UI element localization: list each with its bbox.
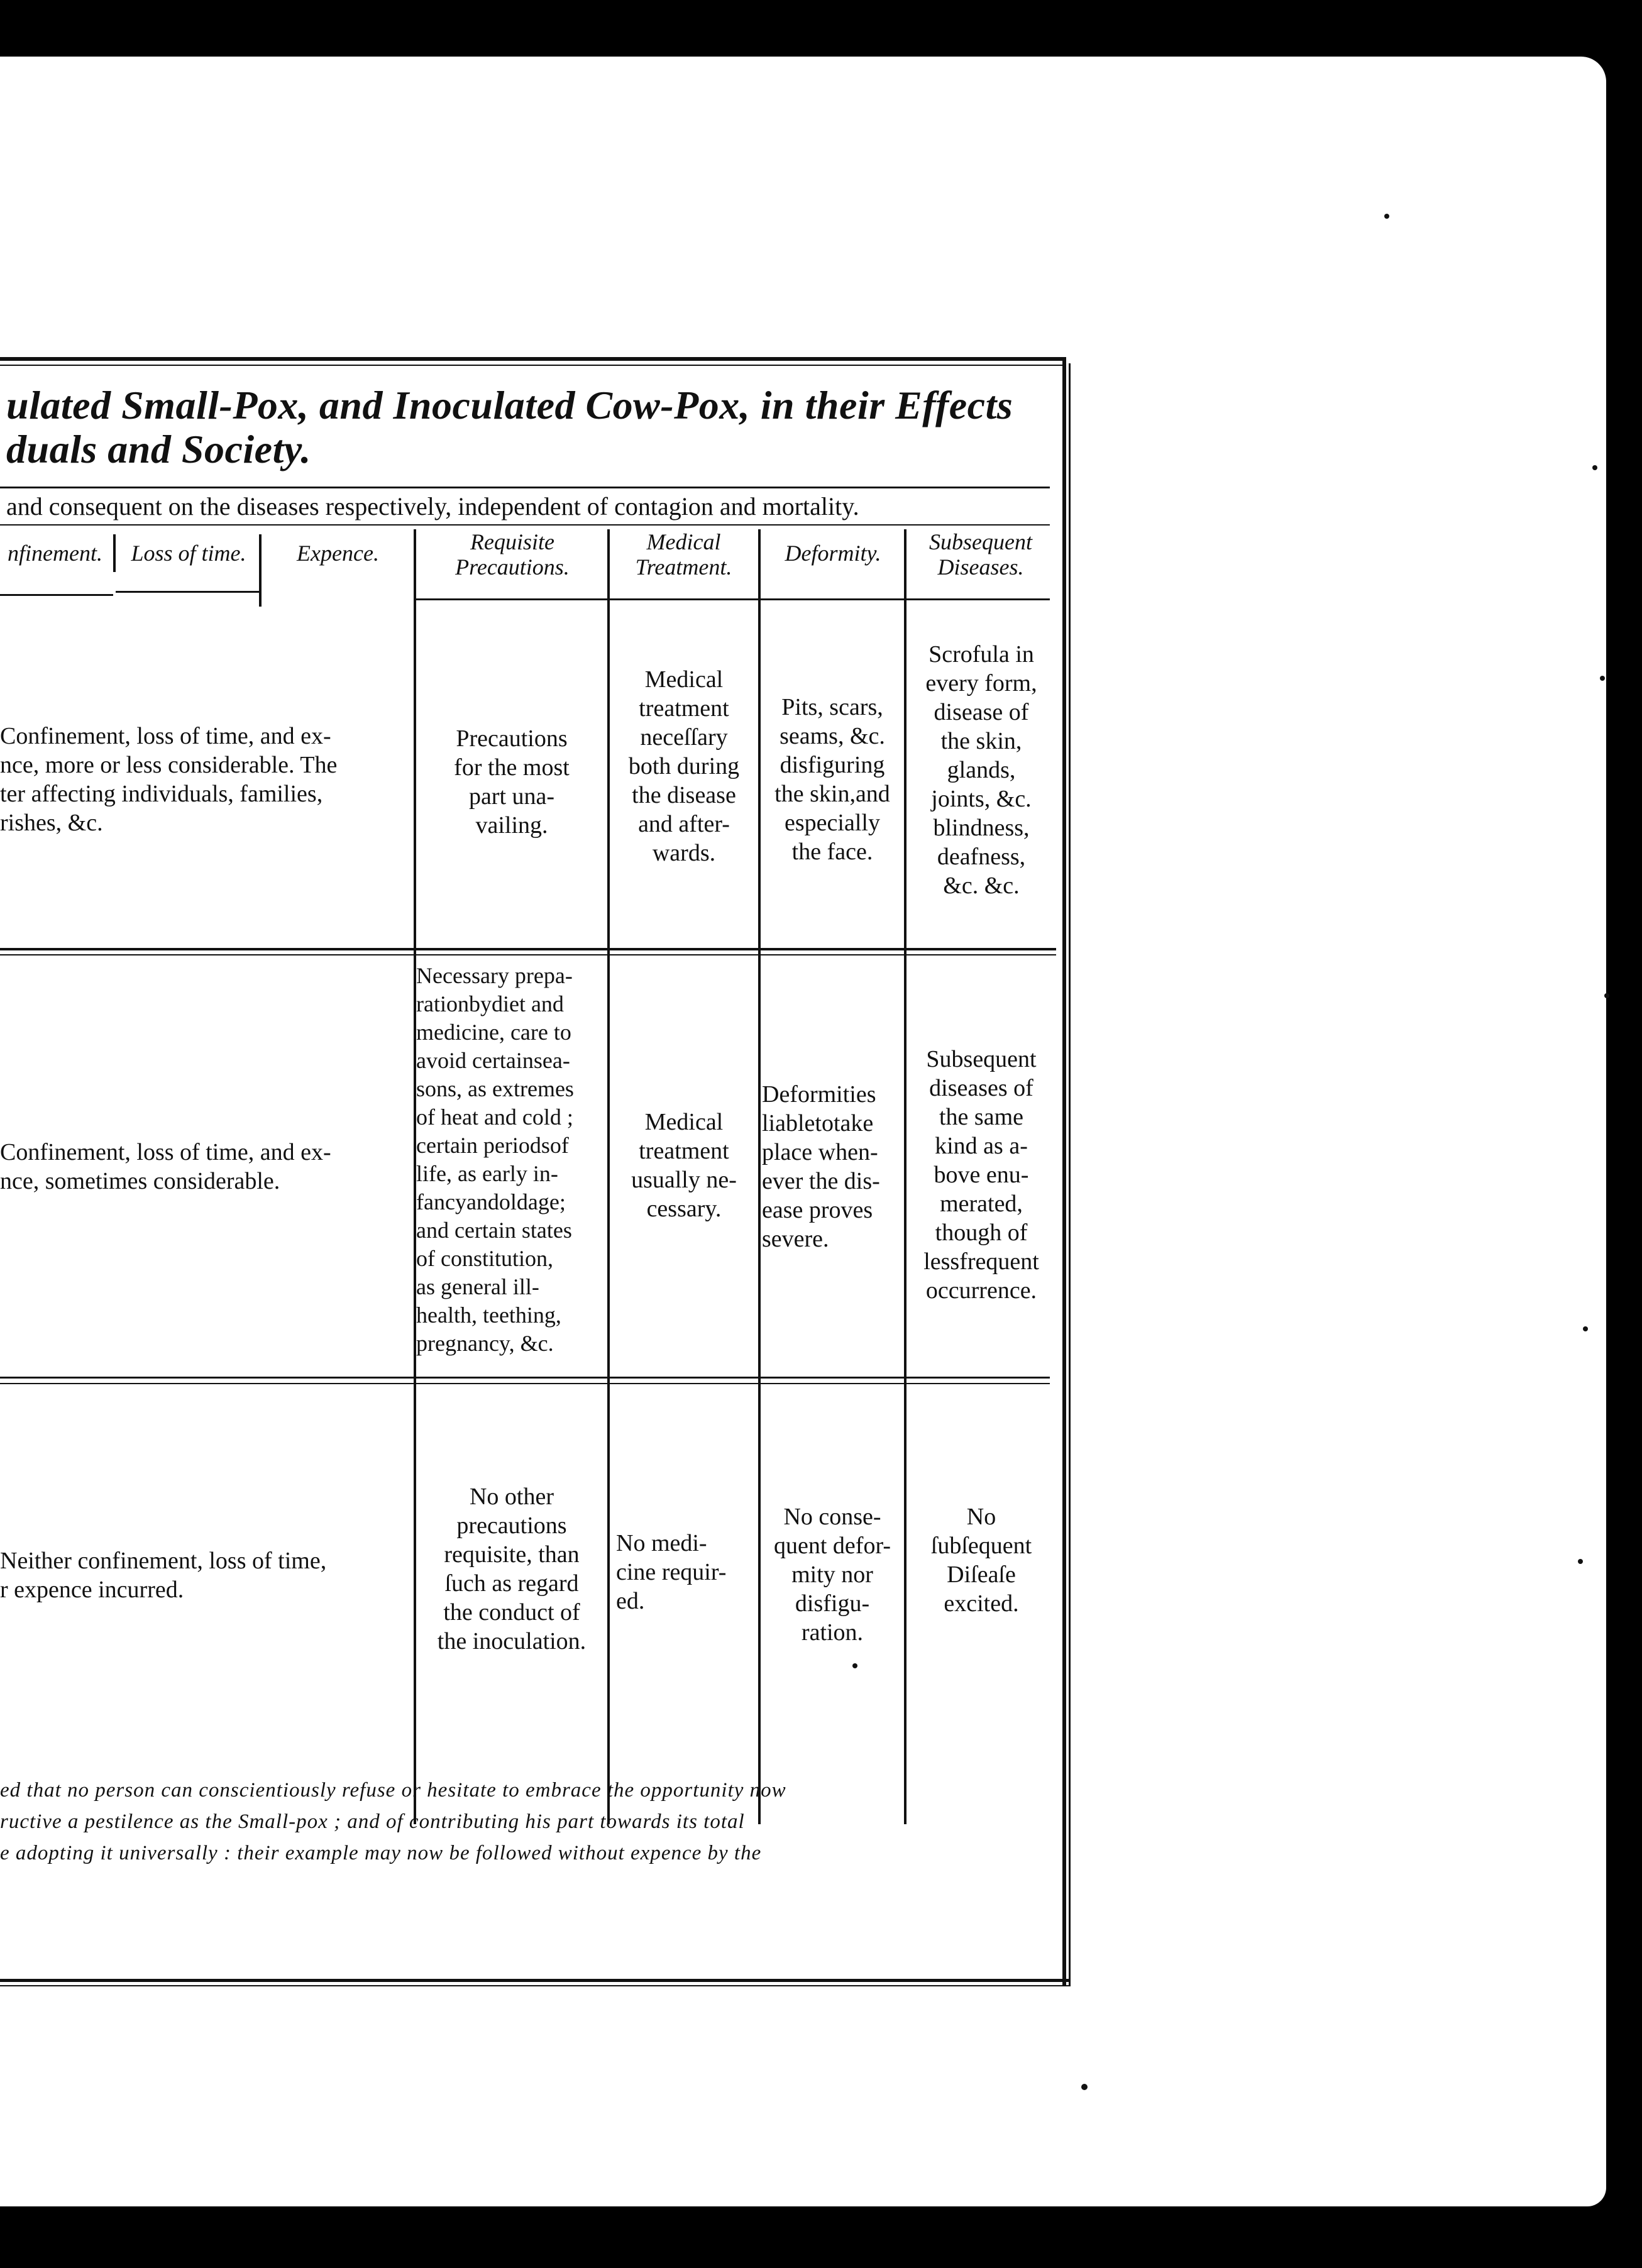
- col-rule-diseases-left: [904, 529, 906, 1824]
- row2-treatment: Medical treatment usually ne- cessary.: [631, 1109, 737, 1222]
- header-rule: [0, 594, 113, 596]
- header-rule-3: [415, 598, 1050, 600]
- row1-precautions: Precautions for the most part una- vailing.: [454, 725, 570, 839]
- row3-precautions: No other precautions requisite, than ſuch as regard the conduct of the inoculation.: [437, 1484, 587, 1654]
- row1-treatment: Medical treatment neceſſary both during the disease and after- wards.: [628, 666, 740, 866]
- header-diseases: Subsequent Diseases.: [929, 529, 1032, 580]
- row1-diseases: Scrofula in every form, disease of the skin, glands, joints, &c. blindness, deafness, &c. &c.: [925, 641, 1037, 899]
- scan-speck: [1600, 676, 1605, 681]
- header-deformity: Deformity.: [785, 541, 881, 566]
- table-border-bottom: [0, 1979, 1069, 1982]
- header-loss-of-time: Loss of time.: [131, 541, 246, 566]
- subtitle-rule-top: [0, 487, 1050, 488]
- header-precautions: Requisite Precautions.: [455, 529, 570, 580]
- scan-speck: [1384, 214, 1389, 219]
- scan-speck: [1604, 993, 1609, 998]
- col-rule-treatment-left: [607, 529, 610, 1824]
- scan-speck: [1578, 1559, 1583, 1564]
- table-border-right-outer: [1069, 363, 1071, 1986]
- table-border-right: [1062, 357, 1066, 1986]
- row1-confinement: Confinement, loss of time, and ex- nce, more or less considerable. The ter affecting individuals, families, rishes, &c.: [0, 723, 338, 836]
- footer-line-2: ructive a pestilence as the Small-pox ; and of contributing his part towards its total: [0, 1810, 745, 1833]
- row3-confinement: Neither confinement, loss of time, r expence incurred.: [0, 1548, 327, 1603]
- footer-line-3: e adopting it universally : their example may now be followed without expence by the: [0, 1842, 762, 1864]
- scan-speck: [1081, 2084, 1088, 2090]
- scan-speck: [1592, 465, 1597, 470]
- header-treatment: Medical Treatment.: [635, 529, 732, 580]
- row2-confinement: Confinement, loss of time, and ex- nce, sometimes considerable.: [0, 1139, 331, 1194]
- col-rule-deformity-left: [758, 529, 761, 1824]
- row2-deformity: Deformities liabletotake place when- ever the dis- ease proves severe.: [762, 1081, 880, 1252]
- row-separator-2b: [0, 1383, 1050, 1384]
- header-confinement: nfinement.: [8, 541, 102, 566]
- table-title-line2: duals and Society.: [6, 427, 311, 471]
- table-subtitle: and consequent on the diseases respectively, independent of contagion and mortality.: [6, 492, 859, 520]
- subtitle-rule-bottom: [0, 524, 1050, 526]
- table-border-top-inner: [0, 365, 1062, 366]
- row3-diseases: No ſubſequent Diſeaſe excited.: [930, 1504, 1032, 1617]
- row-separator-1: [0, 948, 1056, 950]
- row2-diseases: Subsequent diseases of the same kind as a- bove enu- merated, though of lessfrequent occurrence.: [923, 1046, 1039, 1304]
- row3-treatment: No medi- cine requir- ed.: [616, 1530, 727, 1614]
- table-border-top: [0, 357, 1062, 361]
- row1-deformity: Pits, scars, seams, &c. disfiguring the skin,and especially the face.: [774, 694, 890, 865]
- row-separator-1b: [0, 954, 1056, 955]
- scanned-page: [0, 57, 1606, 2206]
- header-rule-2: [116, 591, 259, 593]
- row2-precautions: Necessary prepa- rationbydiet and medicine, care to avoid certainsea- sons, as extremes of heat and cold ; certain periodsof life, as early in- fancyandoldage; and certain states of constitution, as general ill- health, teething, pregnancy, &c.: [416, 963, 574, 1356]
- scan-speck: [1583, 1326, 1588, 1331]
- scan-speck: [852, 1663, 857, 1668]
- header-divider-1: [113, 534, 116, 572]
- row3-deformity: No conse- quent defor- mity nor disfigu- ration.: [774, 1504, 891, 1646]
- table-title-line1: ulated Small-Pox, and Inoculated Cow-Pox, in their Effects: [6, 383, 1013, 427]
- footer-line-1: ed that no person can conscientiously refuse or hesitate to embrace the opportunity now: [0, 1779, 786, 1802]
- table-border-bottom-outer: [0, 1985, 1071, 1986]
- header-expence: Expence.: [297, 541, 379, 566]
- row-separator-2: [0, 1377, 1050, 1379]
- header-divider-2: [259, 534, 262, 607]
